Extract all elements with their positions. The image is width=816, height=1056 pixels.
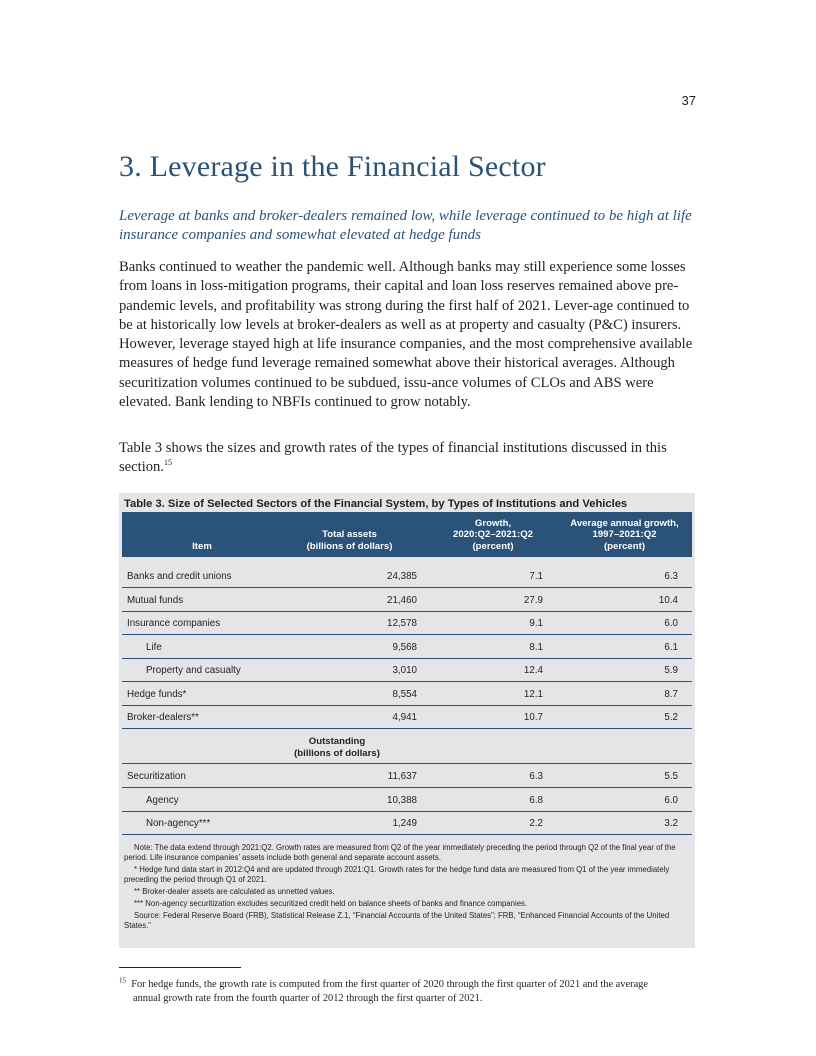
table-row <box>122 612 692 635</box>
row-item: Banks and credit unions <box>127 571 232 582</box>
row-average: 5.2 <box>664 712 678 723</box>
row-average: 8.7 <box>664 689 678 700</box>
table-source: Source: Federal Reserve Board (FRB), Statistical Release Z.1, “Financial Accounts of the United States”; FRB, “Enhanced Financial Accounts of the United States.” <box>124 911 670 930</box>
row-total: 4,941 <box>392 712 417 723</box>
row-total: 21,460 <box>387 595 417 606</box>
header-item: Item <box>192 540 212 552</box>
table-title: Table 3. Size of Selected Sectors of the Financial System, by Types of Institutions and Vehicles <box>124 498 628 510</box>
table-note: ** Broker-dealer assets are calculated as unnetted values. <box>134 887 335 896</box>
chapter-title: 3. Leverage in the Financial Sector <box>119 150 546 183</box>
table-row <box>122 683 692 706</box>
footnote-reference: 15 <box>164 458 172 468</box>
row-divider <box>122 634 692 635</box>
table-row <box>122 812 692 835</box>
header-growth: Growth, 2020:Q2–2021:Q2 (percent) <box>452 517 533 552</box>
footnote-text-1: For hedge funds, the growth rate is computed from the first quarter of 2020 through the first quarter of 2021 and the average <box>131 979 648 990</box>
row-average: 6.0 <box>664 618 678 629</box>
body-paragraph-2 <box>119 439 694 478</box>
row-total: 8,554 <box>392 689 417 700</box>
row-divider <box>122 681 692 682</box>
row-item: Insurance companies <box>127 618 221 629</box>
row-item: Mutual funds <box>127 595 184 606</box>
lead-summary: Leverage at banks and broker-dealers remained low, while leverage continued to be high at life insurance companies and somewhat elevated at hedge funds <box>119 208 692 243</box>
footnote-mark: 15 <box>119 976 126 985</box>
page-number: 37 <box>681 93 696 108</box>
row-average: 6.3 <box>664 571 678 582</box>
table-note: * Hedge fund data start in 2012:Q4 and are updated through 2021:Q1. Growth rates for the hedge fund data are measured from Q1 of the year immediately preceding the period through Q1 of 2021. <box>124 865 670 884</box>
row-average: 5.9 <box>664 665 678 676</box>
row-growth: 8.1 <box>529 642 543 653</box>
row-divider <box>122 763 692 764</box>
table-3 <box>119 493 695 948</box>
row-growth: 6.3 <box>529 771 543 782</box>
row-total: 12,578 <box>387 618 417 629</box>
row-average: 5.5 <box>664 771 678 782</box>
table-row <box>122 589 692 612</box>
row-average: 6.0 <box>664 795 678 806</box>
row-average: 6.1 <box>664 642 678 653</box>
table-row <box>122 565 692 588</box>
row-item: Broker-dealers** <box>127 712 199 723</box>
row-growth: 2.2 <box>529 818 543 829</box>
row-divider <box>122 787 692 788</box>
table-notes <box>124 843 692 933</box>
table-row <box>122 706 692 729</box>
footnote-divider <box>119 967 241 968</box>
row-item: Securitization <box>127 771 186 782</box>
row-divider <box>122 834 692 835</box>
row-total: 11,637 <box>387 771 417 782</box>
row-growth: 27.9 <box>523 595 543 606</box>
table-row <box>122 659 692 682</box>
row-item: Non-agency*** <box>146 818 211 829</box>
row-average: 10.4 <box>658 595 678 606</box>
table-note: Note: The data extend through 2021:Q2. Growth rates are measured from Q2 of the year immediately preceding the period through Q2 of the final year of the period. Life insurance companies’ assets include both general and separate account assets. <box>124 843 676 862</box>
row-growth: 12.4 <box>523 665 543 676</box>
footnote-15 <box>119 978 695 1005</box>
footnote-text-2: annual growth rate from the fourth quarter of 2012 through the first quarter of 2021. <box>133 992 483 1004</box>
row-total: 9,568 <box>392 642 417 653</box>
table-subheader <box>122 730 692 764</box>
row-growth: 10.7 <box>523 712 543 723</box>
row-divider <box>122 587 692 588</box>
body-paragraph-1: Banks continued to weather the pandemic well. Although banks may still experience some losses from loans in loss-mitigation programs, their capital and loan loss reserves remained above pre-pandemic levels, and profitability was strong during the first half of 2021. Lever-age continued to be at historically low levels at broker-dealers as well as at property and casualty (P&C) insurers. However, leverage stayed high at life insurance companies, and the most comprehensive available measures of hedge fund leverage remained somewhat above their historical averages. Although securitization volumes continued to be subdued, issu-ance volumes of CLOs and ABS were elevated. Bank lending to NBFIs continued to grow notably. <box>119 259 693 411</box>
row-growth: 9.1 <box>529 618 543 629</box>
table-note: *** Non-agency securitization excludes securitized credit held on balance sheets of banks and finance companies. <box>134 899 528 908</box>
header-average-growth: Average annual growth, 1997–2021:Q2 (percent) <box>570 517 679 552</box>
header-total-assets: Total assets (billions of dollars) <box>306 529 393 552</box>
row-average: 3.2 <box>664 818 678 829</box>
subheader-outstanding: Outstanding (billions of dollars) <box>294 736 380 759</box>
table-header <box>122 512 692 557</box>
row-total: 3,010 <box>392 665 417 676</box>
table-row <box>122 636 692 659</box>
body-paragraph-2-text: Table 3 shows the sizes and growth rates of the types of financial institutions discussed in this section. <box>119 440 667 476</box>
row-total: 10,388 <box>387 795 417 806</box>
row-total: 1,249 <box>392 818 417 829</box>
table-row <box>122 765 692 788</box>
row-item: Hedge funds* <box>127 689 187 700</box>
row-growth: 6.8 <box>529 795 543 806</box>
table-row <box>122 789 692 812</box>
row-item: Agency <box>146 795 179 806</box>
row-growth: 12.1 <box>523 689 543 700</box>
row-growth: 7.1 <box>529 571 543 582</box>
footnote-line-1 <box>119 978 695 992</box>
row-divider <box>122 728 692 729</box>
row-item: Property and casualty <box>146 665 241 676</box>
row-total: 24,385 <box>387 571 417 582</box>
row-item: Life <box>146 642 162 653</box>
